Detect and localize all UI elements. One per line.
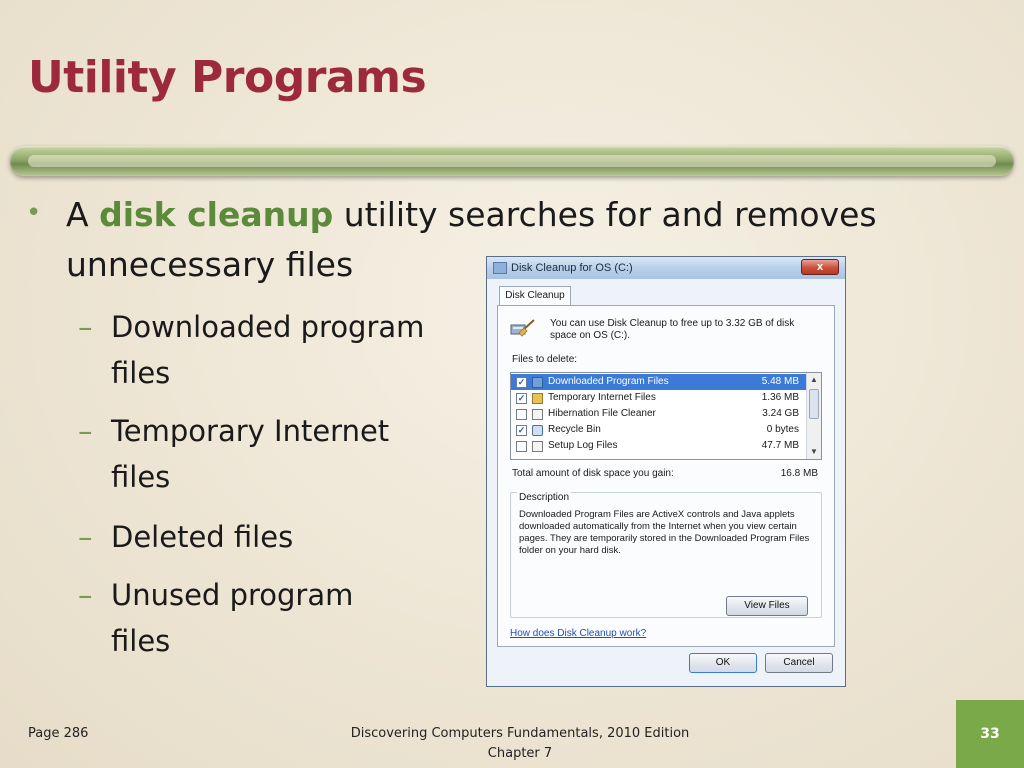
sub-bullet-dash: – [78,578,93,612]
cancel-button[interactable]: Cancel [765,653,833,673]
file-size: 0 bytes [766,424,799,435]
file-name: Setup Log Files [548,440,618,451]
file-name: Hibernation File Cleaner [548,408,656,419]
document-icon [532,441,543,452]
sub-bullet-item [78,514,478,560]
view-files-button[interactable]: View Files [726,596,808,616]
intro-text: You can use Disk Cleanup to free up to 3.32 GB of disk space on OS (C:). [550,318,795,341]
list-item[interactable] [511,390,807,406]
close-button[interactable]: x [801,259,839,275]
list-item[interactable] [511,406,807,422]
recycle-bin-icon [532,425,543,436]
sub-bullet-text-line2: files [111,624,171,658]
total-label: Total amount of disk space you gain: [512,468,674,479]
ok-button[interactable]: OK [689,653,757,673]
document-icon [532,409,543,420]
folder-icon [532,377,543,388]
sub-bullet-text: Deleted files [111,520,294,554]
sub-bullet-dash: – [78,414,93,448]
checkbox[interactable]: ✓ [517,393,526,403]
help-link[interactable]: How does Disk Cleanup work? [510,628,647,639]
sub-bullet-item [78,304,478,396]
sub-bullet-item [78,408,478,500]
title-underline-highlight [28,155,996,167]
file-name: Recycle Bin [548,424,601,435]
sub-bullet-text: Temporary Internet [111,414,390,448]
list-scrollbar[interactable] [806,373,821,459]
checkbox[interactable] [516,441,527,452]
sub-bullet-text-line2: files [111,356,171,390]
title-underline-bar [10,146,1014,176]
list-item[interactable] [511,374,807,390]
scroll-up-icon[interactable]: ▲ [810,375,818,384]
disk-cleanup-dialog [486,256,846,687]
broom-icon [510,317,536,337]
book-title: Discovering Computers Fundamentals, 2010 Edition [350,726,690,741]
description-legend: Description [519,492,570,503]
sub-bullet-text: Unused program [111,578,354,612]
checkbox[interactable] [516,409,527,420]
sub-bullet-dash: – [78,310,93,344]
file-size: 47.7 MB [761,440,799,451]
bullet-highlight: disk cleanup [99,195,334,234]
tab-disk-cleanup[interactable]: Disk Cleanup [499,286,571,306]
list-item[interactable] [511,422,807,438]
checkbox[interactable]: ✓ [517,377,526,387]
drive-icon [493,262,507,274]
bullet-suffix: utility searches for and removes unnecessary files [66,195,877,284]
file-name: Downloaded Program Files [548,376,669,387]
dialog-title: Disk Cleanup for OS (C:) [511,262,633,274]
sub-bullet-dash: – [78,520,93,554]
bullet-prefix: A [66,195,100,234]
file-size: 1.36 MB [761,392,799,403]
sub-bullet-item [78,572,478,664]
checkbox[interactable]: ✓ [517,425,526,435]
file-size: 5.48 MB [761,376,799,387]
bullet-dot: • [26,198,42,228]
files-to-delete-label: Files to delete: [512,354,578,365]
scroll-thumb[interactable] [809,389,819,419]
chapter-label: Chapter 7 [487,746,553,761]
sub-bullet-text: Downloaded program [111,310,425,344]
list-item[interactable] [511,438,807,454]
description-text: Downloaded Program Files are ActiveX controls and Java applets downloaded automatically from the Internet when you view certain pages. They are temporarily stored in the Downloaded Program Files folder on your hard disk. [519,509,810,556]
slide-title: Utility Programs [28,52,427,103]
footer-page-ref: Page 286 [28,726,89,741]
file-size: 3.24 GB [762,408,799,419]
file-list[interactable] [510,372,822,460]
file-name: Temporary Internet Files [548,392,656,403]
slide-number-box [956,700,1024,768]
scroll-down-icon[interactable]: ▼ [810,447,818,456]
slide-number: 33 [980,726,1000,742]
dialog-panel [497,305,835,647]
dialog-titlebar [487,257,845,279]
lock-icon [532,393,543,404]
footer-book-info [320,724,720,764]
total-value: 16.8 MB [780,468,818,479]
sub-bullet-text-line2: files [111,460,171,494]
